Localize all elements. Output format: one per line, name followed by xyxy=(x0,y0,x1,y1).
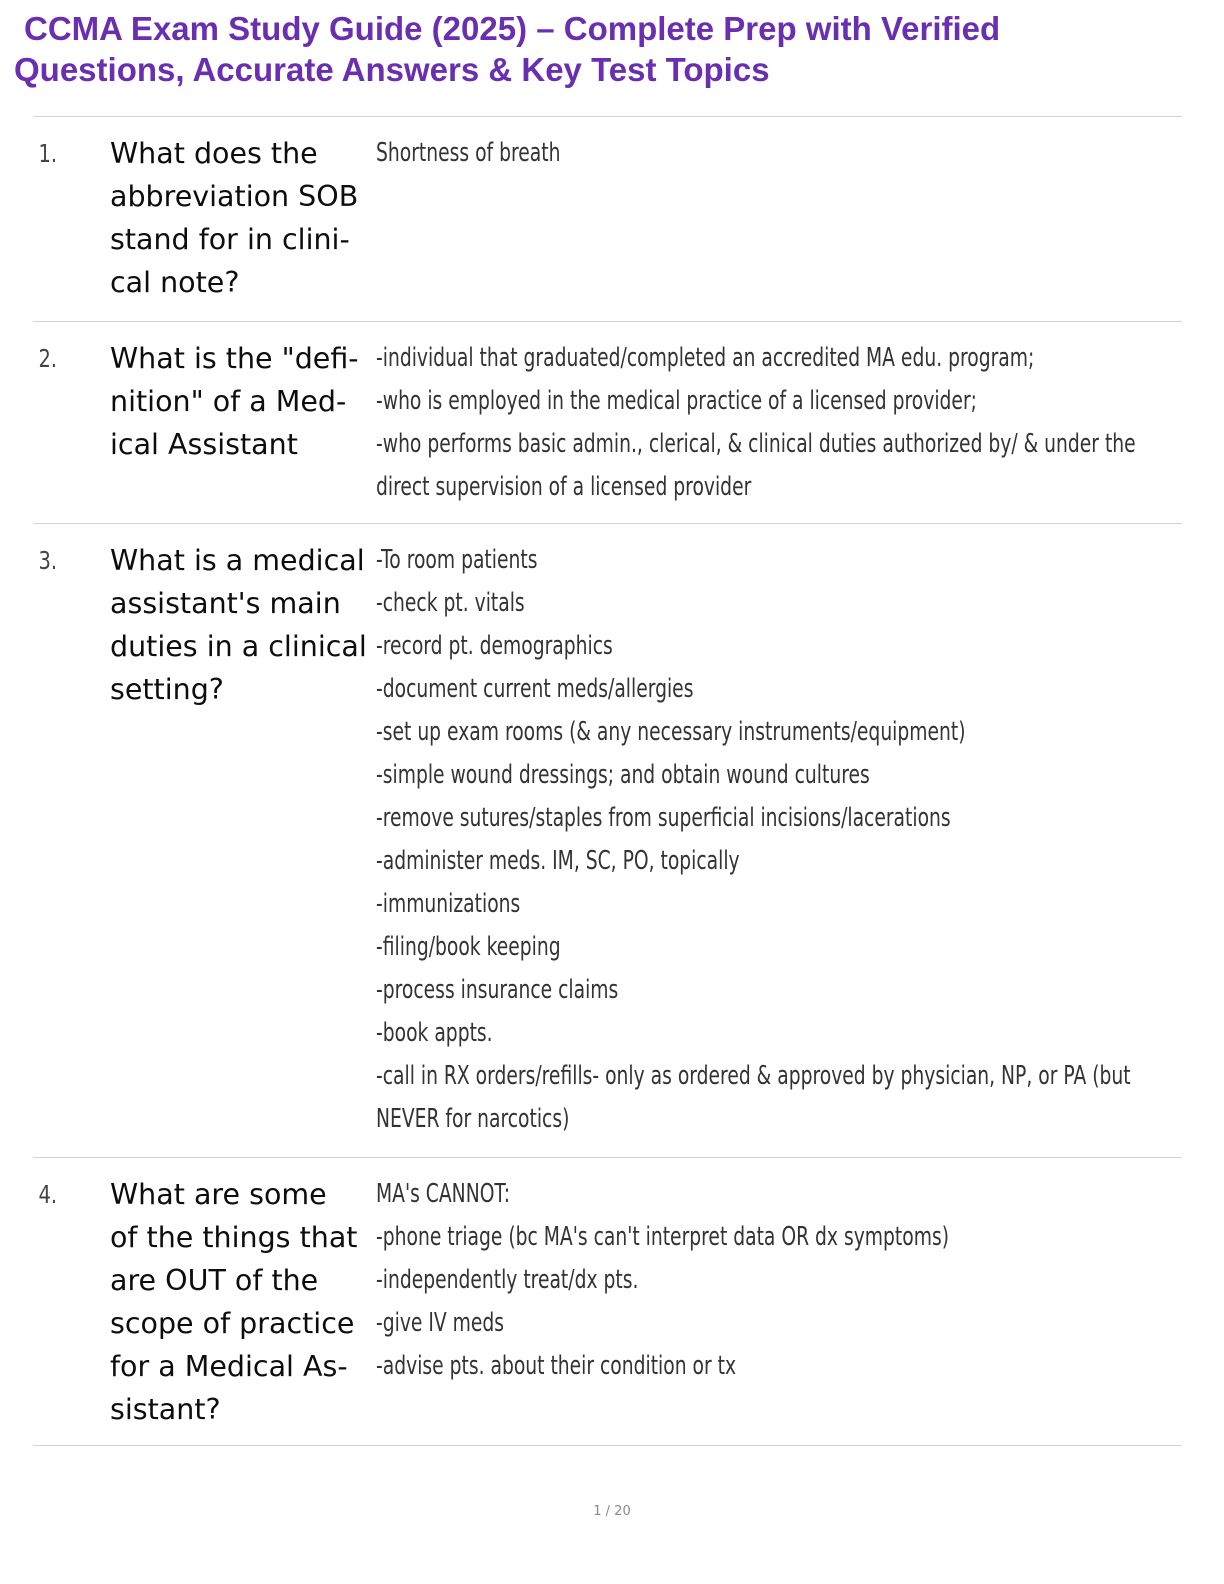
answer-line: direct supervision of a licensed provider xyxy=(376,472,752,502)
answer-line: -phone triage (bc MA's can't interpret data OR dx symptoms) xyxy=(376,1222,950,1252)
answer-line: -who performs basic admin., clerical, & clinical duties authorized by/ & under the xyxy=(376,429,1136,459)
answer-text xyxy=(374,132,1182,321)
qa-list xyxy=(33,116,1182,1446)
question-line: sistant? xyxy=(110,1393,221,1426)
answer-line: -independently treat/dx pts. xyxy=(376,1265,639,1295)
answer-line: -remove sutures/staples from superficial incisions/lacerations xyxy=(376,803,951,833)
answer-line: -individual that graduated/completed an accredited MA edu. program; xyxy=(376,343,1035,373)
answer-line: -give IV meds xyxy=(376,1308,505,1338)
answer-text xyxy=(374,539,1224,1157)
answer-line: -check pt. vitals xyxy=(376,588,525,618)
answer-line: -record pt. demographics xyxy=(376,631,613,661)
question-text xyxy=(110,132,374,321)
document-title xyxy=(14,8,1194,90)
answer-line: -administer meds. IM, SC, PO, topically xyxy=(376,846,740,876)
answer-line: NEVER for narcotics) xyxy=(376,1104,570,1134)
answer-line: -To room patients xyxy=(376,545,538,575)
answer-line: -set up exam rooms (& any necessary instruments/equipment) xyxy=(376,717,966,747)
question-line: What is the "defi- xyxy=(110,342,359,375)
question-line: stand for in clini- xyxy=(110,223,350,256)
question-line: abbreviation SOB xyxy=(110,180,359,213)
question-line: of the things that xyxy=(110,1221,358,1254)
answer-line: -call in RX orders/refills- only as ordered & approved by physician, NP, or PA (but xyxy=(376,1061,1131,1091)
answer-text xyxy=(374,337,1224,523)
answer-line: MA's CANNOT: xyxy=(376,1179,511,1209)
answer-line: -who is employed in the medical practice of a licensed provider; xyxy=(376,386,977,416)
question-text xyxy=(110,337,374,523)
answer-line: Shortness of breath xyxy=(376,138,561,168)
answer-line: -document current meds/allergies xyxy=(376,674,694,704)
question-line: nition" of a Med- xyxy=(110,385,347,418)
document-title-line-1: CCMA Exam Study Guide (2025) – Complete Prep with Verified xyxy=(24,10,1001,47)
question-line: assistant's main xyxy=(110,587,341,620)
page-number: 1 / 20 xyxy=(593,1504,631,1519)
answer-line: -filing/book keeping xyxy=(376,932,561,962)
question-line: are OUT of the xyxy=(110,1264,319,1297)
qa-row xyxy=(33,117,1182,322)
question-line: What is a medical xyxy=(110,544,365,577)
question-line: duties in a clinical xyxy=(110,630,367,663)
qa-row xyxy=(33,1158,1182,1446)
question-line: scope of practice xyxy=(110,1307,355,1340)
qa-row xyxy=(33,322,1182,524)
question-line: What does the xyxy=(110,137,318,170)
question-text xyxy=(110,539,374,1157)
question-number: 4. xyxy=(38,1180,58,1209)
answer-line: -immunizations xyxy=(376,889,521,919)
answer-line: -simple wound dressings; and obtain wound cultures xyxy=(376,760,870,790)
answer-line: -advise pts. about their condition or tx xyxy=(376,1351,737,1381)
question-line: ical Assistant xyxy=(110,428,298,461)
answer-line: -book appts. xyxy=(376,1018,493,1048)
document-title-line-2: Questions, Accurate Answers & Key Test Topics xyxy=(14,51,770,88)
question-line: for a Medical As- xyxy=(110,1350,348,1383)
question-line: setting? xyxy=(110,673,224,706)
question-number: 2. xyxy=(38,344,58,373)
question-number: 3. xyxy=(38,546,58,575)
answer-text xyxy=(374,1173,1182,1445)
question-line: What are some xyxy=(110,1178,327,1211)
question-number: 1. xyxy=(38,139,58,168)
qa-row xyxy=(33,524,1182,1158)
question-line: cal note? xyxy=(110,266,240,299)
question-text xyxy=(110,1173,374,1445)
answer-line: -process insurance claims xyxy=(376,975,619,1005)
